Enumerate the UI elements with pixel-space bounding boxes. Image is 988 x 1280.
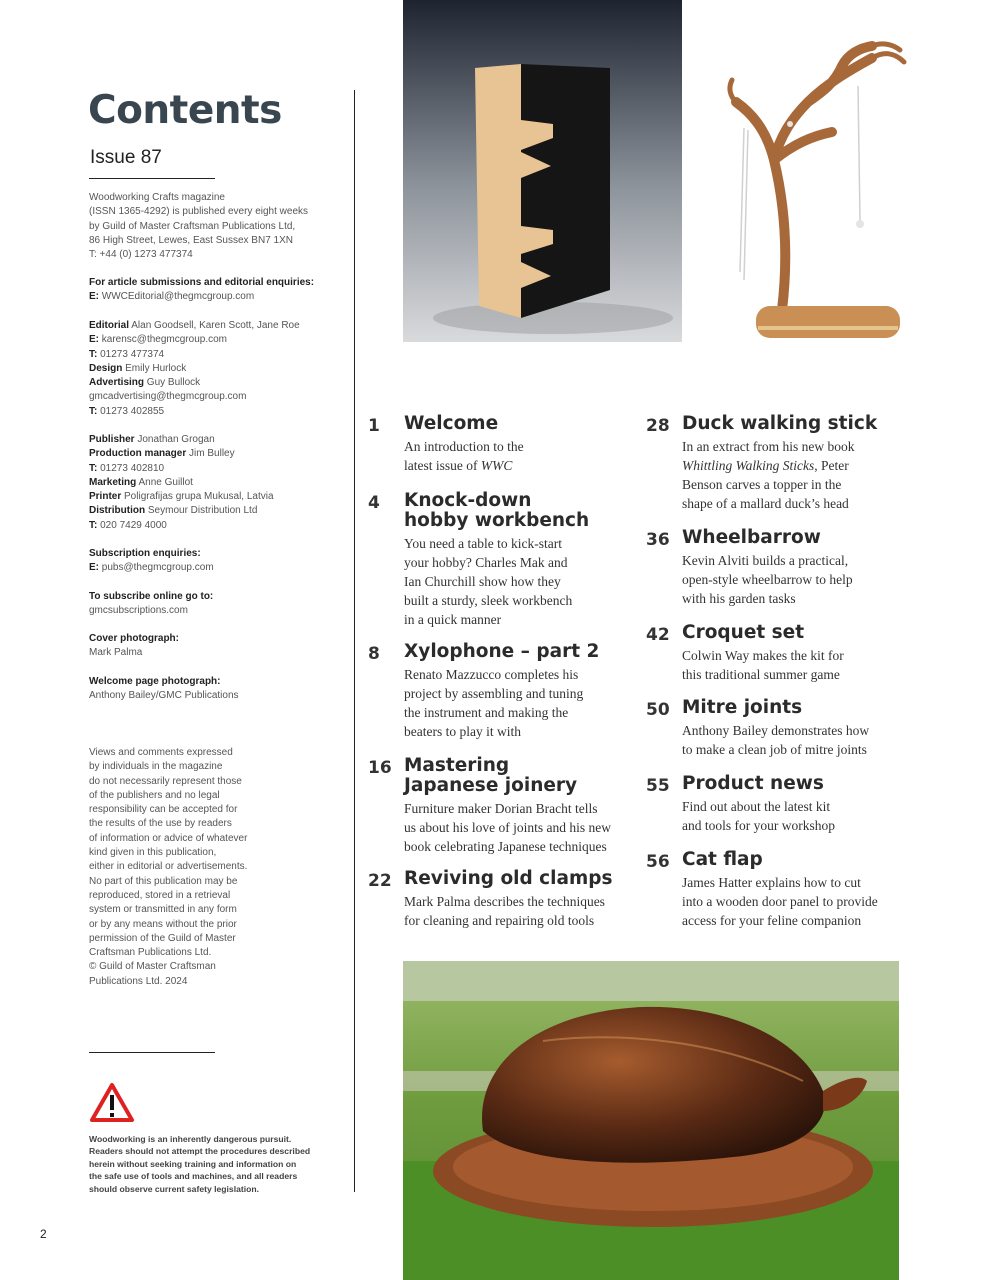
contents-entry[interactable]	[368, 869, 628, 930]
contents-entry[interactable]	[368, 491, 628, 629]
contents-article-title: Cat flap	[682, 849, 763, 870]
staff-value: Emily Hurlock	[125, 362, 187, 374]
email-label: E:	[89, 291, 99, 303]
staff-block	[89, 319, 339, 419]
contents-entry[interactable]	[646, 698, 906, 759]
disclaimer-line: No part of this publication may be	[89, 875, 238, 887]
online-label: To subscribe online go to:	[89, 591, 214, 602]
publisher-info	[89, 191, 339, 262]
contents-entry[interactable]	[368, 414, 628, 475]
disclaimer-line: reproduced, stored in a retrieval	[89, 889, 231, 901]
publisher-line: T: +44 (0) 1273 477374	[89, 249, 193, 261]
staff-label: Advertising	[89, 377, 145, 389]
page-title: Contents	[88, 88, 282, 133]
disclaimer-line: © Guild of Master Craftsman	[89, 961, 216, 973]
production-value: 020 7429 4000	[100, 519, 167, 531]
cover-credit: Mark Palma	[89, 647, 143, 659]
contents-article-description: Colwin Way makes the kit for this traditional summer game	[682, 648, 844, 682]
contents-page-number: 55	[646, 776, 670, 796]
subscription-email[interactable]: pubs@thegmcgroup.com	[101, 562, 214, 574]
disclaimer-line: Views and comments expressed	[89, 747, 233, 758]
production-value: Poligrafijas grupa Mukusal, Latvia	[124, 491, 274, 503]
publisher-line: 86 High Street, Lewes, East Sussex BN7 1XN	[89, 234, 293, 246]
contents-entry[interactable]	[646, 774, 906, 835]
contents-page-number: 56	[646, 852, 670, 872]
email-label: E:	[89, 562, 99, 574]
contents-article-title: Mitre joints	[682, 697, 803, 718]
production-value: Anne Guillot	[138, 476, 193, 488]
warning-triangle-icon	[89, 1082, 135, 1123]
contents-article-description: Kevin Alviti builds a practical, open-style wheelbarrow to help with his garden tasks	[682, 553, 853, 606]
cover-credit-block	[89, 632, 339, 661]
disclaimer-line: of the publishers and no legal	[89, 789, 220, 801]
subscription-label: Subscription enquiries:	[89, 548, 201, 559]
contents-page-number: 4	[368, 493, 380, 513]
cover-label: Cover photograph:	[89, 633, 179, 644]
contents-page-number: 36	[646, 530, 670, 550]
contents-article-title: Croquet set	[682, 622, 805, 643]
disclaimer-line: or by any means without the prior	[89, 918, 237, 930]
production-block	[89, 433, 339, 533]
publisher-line: Woodworking Crafts magazine	[89, 192, 225, 203]
subscription-block	[89, 547, 339, 576]
welcome-credit: Anthony Bailey/GMC Publications	[89, 690, 239, 702]
contents-article-description: An introduction to the latest issue of WWC	[404, 439, 524, 473]
contents-page-number: 16	[368, 758, 392, 778]
disclaimer	[89, 746, 339, 989]
title-divider	[89, 178, 215, 179]
contents-page-number: 50	[646, 700, 670, 720]
contents-entry[interactable]	[646, 623, 906, 684]
disclaimer-line: the results of the use by readers	[89, 818, 232, 830]
production-label: Printer	[89, 491, 122, 503]
contents-article-description: You need a table to kick-start your hobby? Charles Mak and Ian Churchill show how they built a sturdy, sleek workbench in a quick manner	[404, 536, 573, 627]
production-value: Seymour Distribution Ltd	[147, 505, 258, 517]
joint-block-photo	[403, 0, 682, 342]
production-value: Jim Bulley	[189, 448, 235, 460]
staff-label: Editorial	[89, 320, 130, 331]
disclaimer-line: responsibility can be accepted for	[89, 804, 238, 816]
disclaimer-line: kind given in this publication,	[89, 847, 217, 859]
disclaimer-line: do not necessarily represent those	[89, 775, 242, 787]
warning-line: the safe use of tools and machines, and all readers	[89, 1171, 298, 1182]
jewellery-tree-photo	[722, 40, 908, 344]
welcome-credit-block	[89, 675, 339, 704]
online-block	[89, 590, 339, 619]
disclaimer-line: permission of the Guild of Master	[89, 932, 236, 944]
contents-entry[interactable]	[646, 528, 906, 608]
warning-line: Woodworking is an inherently dangerous pursuit.	[89, 1134, 292, 1144]
warning-line: herein without seeking training and information on	[89, 1158, 297, 1169]
contents-article-title: Welcome	[404, 413, 499, 434]
disclaimer-line: of information or advice of whatever	[89, 832, 248, 844]
carved-snail-photo	[403, 961, 899, 1280]
submissions-label: For article submissions and editorial enquiries:	[89, 277, 315, 288]
disclaimer-divider	[89, 1052, 215, 1053]
contents-page-number: 8	[368, 644, 380, 664]
warning-line: Readers should not attempt the procedures described	[89, 1146, 311, 1157]
staff-label: T:	[89, 405, 98, 417]
contents-page-number: 1	[368, 416, 380, 436]
submissions-email[interactable]: WWCEditorial@thegmcgroup.com	[101, 291, 255, 303]
contents-page-number: 28	[646, 416, 670, 436]
publisher-line: (ISSN 1365-4292) is published every eight weeks	[89, 206, 309, 218]
production-label: Distribution	[89, 505, 146, 517]
disclaimer-line: Craftsman Publications Ltd.	[89, 947, 212, 959]
page-number: 2	[40, 1227, 47, 1241]
contents-entry[interactable]	[646, 414, 906, 513]
contents-article-description: Find out about the latest kit and tools for your workshop	[682, 799, 835, 833]
production-label: Production manager	[89, 448, 187, 460]
production-value: 01273 402810	[100, 462, 165, 474]
contents-article-description: In an extract from his new book Whittling Walking Sticks, Peter Benson carves a topper in the shape of a mallard duck’s head	[682, 439, 855, 511]
safety-warning	[89, 1133, 319, 1195]
contents-article-description: Mark Palma describes the techniques for cleaning and repairing old tools	[404, 894, 605, 928]
contents-page-number: 22	[368, 871, 392, 891]
staff-value: Guy Bullock	[146, 377, 201, 389]
disclaimer-line: Publications Ltd. 2024	[89, 975, 188, 987]
contents-article-title: Product news	[682, 773, 824, 794]
production-label: T:	[89, 519, 98, 531]
disclaimer-line: system or transmitted in any form	[89, 904, 237, 916]
staff-email[interactable]: karensc@thegmcgroup.com	[101, 334, 227, 346]
contents-article-title: Knock-down hobby workbench	[404, 490, 590, 531]
contents-article-title: Xylophone – part 2	[404, 641, 600, 662]
welcome-label: Welcome page photograph:	[89, 676, 221, 687]
subscription-link[interactable]: gmcsubscriptions.com	[89, 605, 188, 617]
production-value: Jonathan Grogan	[137, 434, 215, 445]
contents-page-number: 42	[646, 625, 670, 645]
contents-entry[interactable]	[368, 642, 628, 741]
submissions-block	[89, 276, 339, 305]
publisher-line: by Guild of Master Craftsman Publications Ltd,	[89, 220, 296, 232]
warning-line: should observe current safety legislation.	[89, 1183, 260, 1194]
staff-value: Alan Goodsell, Karen Scott, Jane Roe	[131, 320, 300, 331]
production-label: T:	[89, 462, 98, 474]
production-label: Marketing	[89, 476, 137, 488]
issue-number: Issue 87	[90, 147, 162, 168]
staff-value: 01273 402855	[100, 405, 165, 417]
staff-value: 01273 477374	[100, 348, 165, 360]
contents-entry[interactable]	[646, 850, 906, 930]
disclaimer-line: either in editorial or advertisements.	[89, 861, 248, 873]
contents-article-description: Furniture maker Dorian Bracht tells us about his love of joints and his new book celebrating Japanese techniques	[404, 801, 611, 854]
contents-article-title: Reviving old clamps	[404, 868, 613, 889]
contents-article-description: James Hatter explains how to cut into a wooden door panel to provide access for your feline companion	[682, 875, 878, 928]
contents-article-description: Renato Mazzucco completes his project by assembling and tuning the instrument and making the beaters to play it with	[404, 667, 584, 739]
staff-label: T:	[89, 348, 98, 360]
disclaimer-line: by individuals in the magazine	[89, 761, 223, 773]
advertising-email[interactable]: gmcadvertising@thegmcgroup.com	[89, 391, 247, 403]
production-label: Publisher	[89, 434, 135, 445]
contents-article-description: Anthony Bailey demonstrates how to make a clean job of mitre joints	[682, 723, 870, 757]
contents-article-title: Duck walking stick	[682, 413, 878, 434]
staff-label: E:	[89, 334, 99, 346]
contents-article-title: Wheelbarrow	[682, 527, 821, 548]
contents-article-title: Mastering Japanese joinery	[404, 755, 578, 796]
column-divider	[354, 90, 355, 1192]
contents-entry[interactable]	[368, 756, 628, 856]
staff-label: Design	[89, 362, 123, 374]
